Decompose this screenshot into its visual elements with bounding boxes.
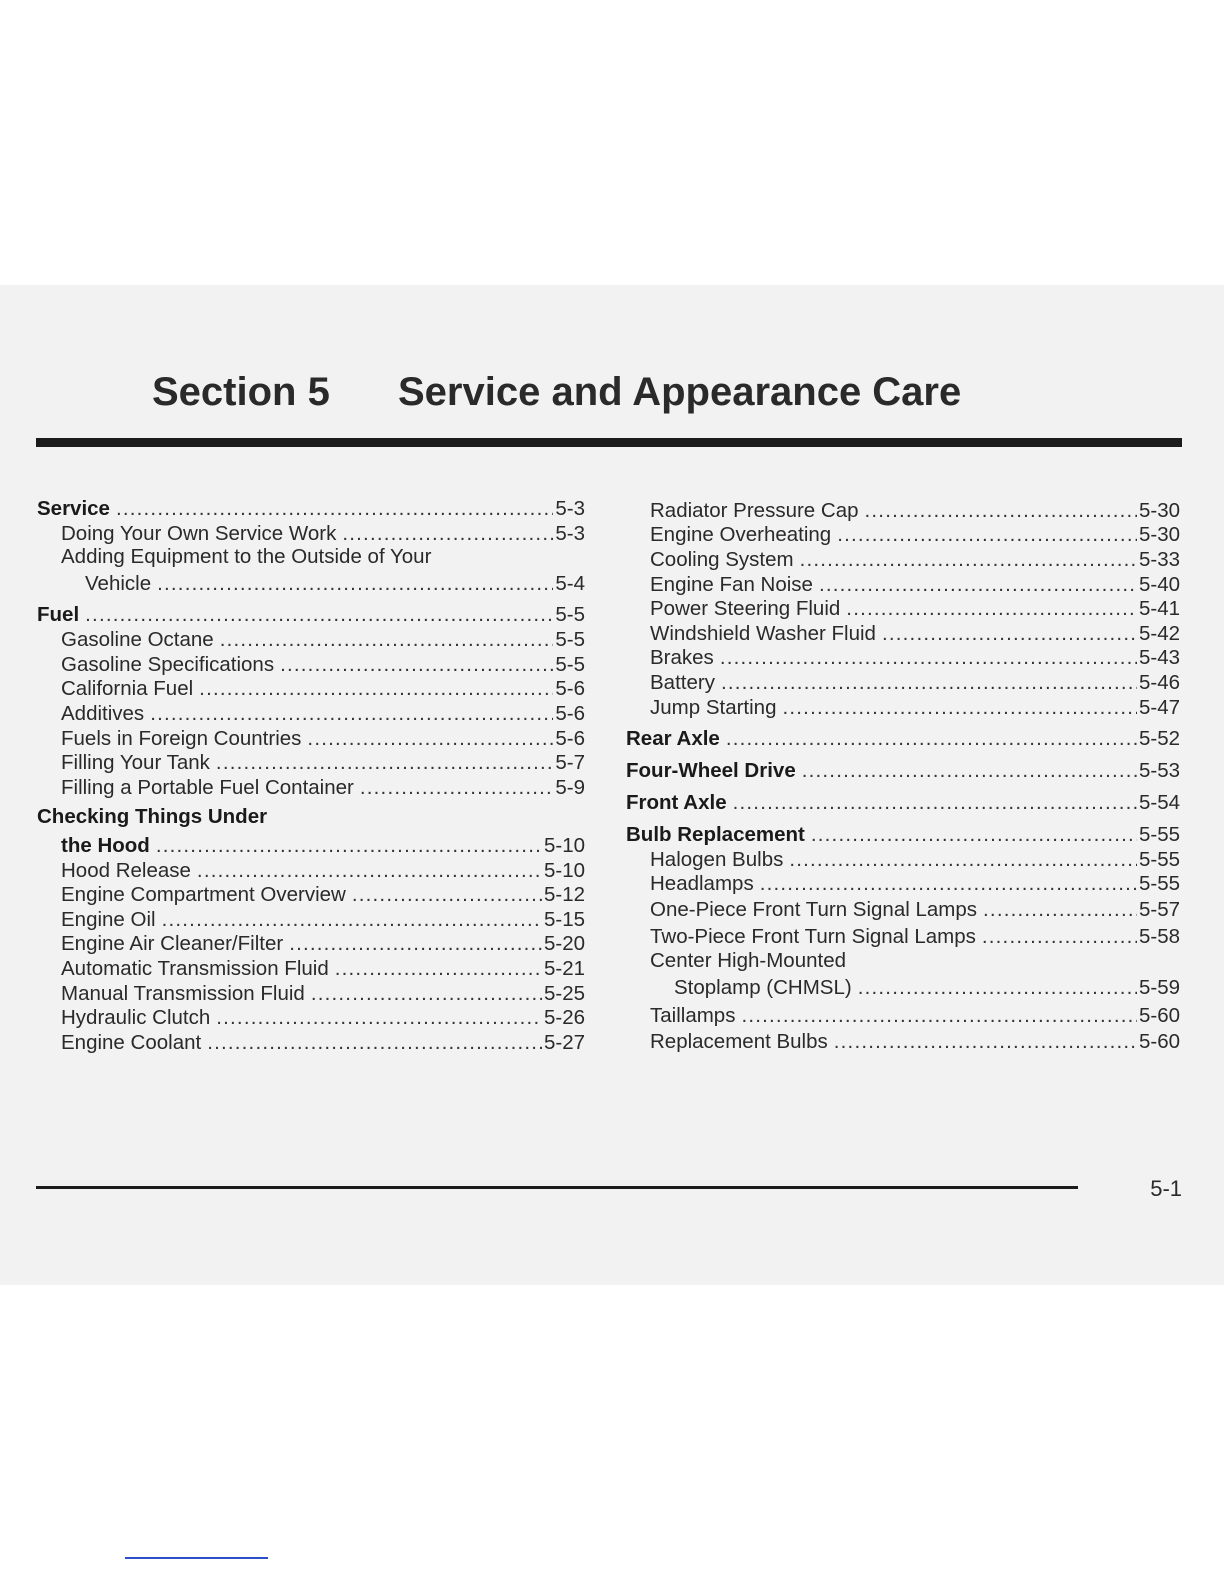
- toc-entry-label: Rear Axle: [626, 727, 720, 750]
- toc-entry-page: 5-42: [1138, 622, 1180, 645]
- dot-leader: [800, 548, 1137, 572]
- toc-entry-page: 5-40: [1138, 573, 1180, 596]
- section-title: Service and Appearance Care: [398, 370, 962, 414]
- dot-leader: [116, 497, 553, 521]
- toc-entry-page: 5-6: [555, 702, 585, 725]
- toc-entry[interactable]: [650, 546, 1180, 572]
- toc-entry[interactable]: [650, 846, 1180, 872]
- toc-entry-page: 5-41: [1138, 597, 1180, 620]
- toc-entry-label: Hood Release: [61, 859, 191, 882]
- dot-leader: [882, 622, 1137, 646]
- toc-entry-page: 5-55: [1138, 823, 1180, 846]
- dot-leader: [220, 628, 554, 652]
- toc-entry-page: 5-7: [555, 751, 585, 774]
- toc-entry-label: Engine Oil: [61, 908, 156, 931]
- toc-entry-page: 5-33: [1138, 548, 1180, 571]
- toc-entry[interactable]: [61, 651, 585, 677]
- toc-entry-page: 5-9: [555, 776, 585, 799]
- toc-entry-label: Vehicle: [85, 572, 152, 595]
- toc-entry[interactable]: [85, 570, 585, 596]
- dot-leader: [199, 677, 553, 701]
- toc-entry[interactable]: [61, 955, 585, 981]
- toc-entry-label: Replacement Bulbs: [650, 1030, 828, 1053]
- dot-leader: [720, 646, 1137, 670]
- dot-leader: [216, 751, 553, 775]
- toc-entry-page: 5-6: [555, 677, 585, 700]
- toc-entry[interactable]: [650, 571, 1180, 597]
- dot-leader: [197, 859, 542, 883]
- dot-leader: [741, 1004, 1137, 1028]
- toc-entry[interactable]: [650, 497, 1180, 523]
- bottom-link-underline[interactable]: [125, 1557, 268, 1559]
- toc-entry-page: 5-60: [1138, 1004, 1180, 1027]
- toc-entry-label: Gasoline Specifications: [61, 653, 275, 676]
- toc-entry-page: 5-30: [1138, 499, 1180, 522]
- toc-entry[interactable]: [61, 1029, 585, 1055]
- toc-entry-page: 5-4: [555, 572, 585, 595]
- dot-leader: [216, 1006, 542, 1030]
- toc-entry-label: Bulb Replacement: [626, 823, 805, 846]
- dot-leader: [150, 702, 553, 726]
- toc-entry-page: 5-5: [555, 653, 585, 676]
- dot-leader: [156, 834, 542, 858]
- toc-entry[interactable]: [61, 520, 585, 546]
- toc-entry-page: 5-12: [543, 883, 585, 906]
- toc-entry-label: Brakes: [650, 646, 714, 669]
- dot-leader: [726, 727, 1137, 751]
- toc-entry[interactable]: [650, 923, 1180, 949]
- toc-entry-label: Engine Air Cleaner/Filter: [61, 932, 284, 955]
- toc-entry-page: 5-20: [543, 932, 585, 955]
- toc-entry-page: 5-43: [1138, 646, 1180, 669]
- toc-entry[interactable]: [650, 870, 1180, 896]
- dot-leader: [811, 823, 1137, 847]
- toc-entry-page: 5-55: [1138, 848, 1180, 871]
- toc-entry-label: Fuel: [37, 603, 80, 626]
- footer-rule: [36, 1186, 1078, 1189]
- toc-entry[interactable]: [650, 896, 1180, 922]
- toc-entry-label: Four-Wheel Drive: [626, 759, 796, 782]
- toc-entry-page: 5-30: [1138, 523, 1180, 546]
- toc-heading-entry[interactable]: [61, 832, 585, 858]
- toc-entry[interactable]: [61, 700, 585, 726]
- toc-entry[interactable]: [61, 749, 585, 775]
- toc-heading-label: Checking Things Under: [37, 805, 268, 828]
- toc-entry[interactable]: [61, 906, 585, 932]
- dot-leader: [289, 932, 542, 956]
- toc-entry-page: 5-25: [543, 982, 585, 1005]
- toc-heading-entry[interactable]: [626, 789, 1180, 815]
- dot-leader: [789, 848, 1137, 872]
- dot-leader: [157, 572, 553, 596]
- toc-entry-label: Windshield Washer Fluid: [650, 622, 876, 645]
- toc-entry[interactable]: [650, 694, 1180, 720]
- dot-leader: [85, 603, 553, 627]
- toc-entry-label: Headlamps: [650, 872, 754, 895]
- dot-leader: [834, 1030, 1137, 1054]
- toc-entry-label: the Hood: [61, 834, 150, 857]
- toc-entry[interactable]: [650, 595, 1180, 621]
- dot-leader: [782, 696, 1136, 720]
- toc-entry-page: 5-46: [1138, 671, 1180, 694]
- toc-entry-page: 5-26: [543, 1006, 585, 1029]
- dot-leader: [311, 982, 542, 1006]
- dot-leader: [360, 776, 554, 800]
- toc-entry-page: 5-5: [555, 603, 585, 626]
- toc-heading-entry[interactable]: [626, 821, 1180, 847]
- dot-leader: [733, 791, 1137, 815]
- toc-entry[interactable]: [650, 669, 1180, 695]
- toc-entry-page: 5-60: [1138, 1030, 1180, 1053]
- toc-entry[interactable]: [650, 644, 1180, 670]
- toc-entry-page: 5-10: [543, 859, 585, 882]
- toc-entry-page: 5-15: [543, 908, 585, 931]
- toc-entry-label: Automatic Transmission Fluid: [61, 957, 329, 980]
- dot-leader: [721, 671, 1137, 695]
- toc-entry[interactable]: [650, 620, 1180, 646]
- toc-entry[interactable]: [61, 675, 585, 701]
- toc-entry[interactable]: [650, 521, 1180, 547]
- toc-entry[interactable]: [674, 974, 1180, 1000]
- toc-entry-page: 5-57: [1138, 898, 1180, 921]
- toc-entry-label: One-Piece Front Turn Signal Lamps: [650, 898, 978, 921]
- toc-entry[interactable]: [650, 1028, 1180, 1054]
- toc-entry[interactable]: [61, 930, 585, 956]
- toc-entry-page: 5-52: [1138, 727, 1180, 750]
- page-title: [152, 370, 1152, 422]
- dot-leader: [858, 976, 1137, 1000]
- toc-entry-label: Engine Coolant: [61, 1031, 202, 1054]
- toc-entry-label: Taillamps: [650, 1004, 736, 1027]
- toc-entry-page: 5-59: [1138, 976, 1180, 999]
- toc-entry[interactable]: [61, 857, 585, 883]
- toc-entry-label: California Fuel: [61, 677, 194, 700]
- toc-entry-label: Stoplamp (CHMSL): [674, 976, 852, 999]
- dot-leader: [352, 883, 542, 907]
- dot-leader: [865, 499, 1137, 523]
- toc-entry-page: 5-55: [1138, 872, 1180, 895]
- dot-leader: [307, 727, 553, 751]
- toc-entry-label: Cooling System: [650, 548, 794, 571]
- toc-entry[interactable]: [61, 980, 585, 1006]
- toc-entry-page: 5-10: [543, 834, 585, 857]
- dot-leader: [846, 597, 1137, 621]
- page-number: 5-1: [1150, 1176, 1182, 1201]
- toc-entry[interactable]: [61, 626, 585, 652]
- toc-entry-label: Filling a Portable Fuel Container: [61, 776, 354, 799]
- toc-entry-label: Hydraulic Clutch: [61, 1006, 211, 1029]
- toc-entry-label: Two-Piece Front Turn Signal Lamps: [650, 925, 976, 948]
- toc-entry[interactable]: [61, 774, 585, 800]
- toc-entry-page: 5-5: [555, 628, 585, 651]
- toc-entry-page: 5-47: [1138, 696, 1180, 719]
- toc-entry-label: Additives: [61, 702, 145, 725]
- dot-leader: [982, 925, 1137, 949]
- toc-entry-label: Engine Compartment Overview: [61, 883, 346, 906]
- toc-entry-label: Battery: [650, 671, 715, 694]
- toc-entry-label: Power Steering Fluid: [650, 597, 841, 620]
- toc-entry-page: 5-58: [1138, 925, 1180, 948]
- dot-leader: [819, 573, 1137, 597]
- toc-entry-label: Filling Your Tank: [61, 751, 210, 774]
- dot-leader: [837, 523, 1137, 547]
- toc-entry[interactable]: [650, 1002, 1180, 1028]
- toc-entry-page: 5-53: [1138, 759, 1180, 782]
- toc-entry-label: Doing Your Own Service Work: [61, 522, 337, 545]
- toc-heading-entry[interactable]: [626, 725, 1180, 751]
- toc-entry-label: Manual Transmission Fluid: [61, 982, 305, 1005]
- dot-leader: [983, 898, 1137, 922]
- toc-entry-page: 5-6: [555, 727, 585, 750]
- toc-entry-page: 5-27: [543, 1031, 585, 1054]
- toc-entry-label: Fuels in Foreign Countries: [61, 727, 302, 750]
- toc-entry[interactable]: [61, 725, 585, 751]
- toc-entry-label: Front Axle: [626, 791, 727, 814]
- toc-entry-page: 5-3: [555, 497, 585, 520]
- dot-leader: [342, 522, 553, 546]
- dot-leader: [335, 957, 542, 981]
- section-label: Section 5: [152, 370, 330, 414]
- toc-entry-label: Adding Equipment to the Outside of Your: [61, 545, 432, 568]
- toc-entry-label: Engine Overheating: [650, 523, 832, 546]
- toc-entry-page: 5-21: [543, 957, 585, 980]
- toc-entry-label: Jump Starting: [650, 696, 777, 719]
- toc-entry-label: Halogen Bulbs: [650, 848, 784, 871]
- toc-entry-label: Radiator Pressure Cap: [650, 499, 859, 522]
- toc-heading-entry[interactable]: [37, 495, 585, 521]
- dot-leader: [207, 1031, 542, 1055]
- dot-leader: [802, 759, 1137, 783]
- toc-entry-label: Gasoline Octane: [61, 628, 214, 651]
- toc-entry-page: 5-54: [1138, 791, 1180, 814]
- toc-entry-label: Engine Fan Noise: [650, 573, 813, 596]
- toc-heading-entry[interactable]: [37, 601, 585, 627]
- toc-entry[interactable]: [61, 1004, 585, 1030]
- dot-leader: [280, 653, 553, 677]
- toc-heading-entry[interactable]: [626, 757, 1180, 783]
- toc-entry-label: Service: [37, 497, 110, 520]
- toc-entry[interactable]: [61, 881, 585, 907]
- dot-leader: [760, 872, 1137, 896]
- toc-entry-label: Center High-Mounted: [650, 949, 846, 972]
- toc-entry-page: 5-3: [555, 522, 585, 545]
- dot-leader: [162, 908, 542, 932]
- title-rule: [36, 438, 1182, 447]
